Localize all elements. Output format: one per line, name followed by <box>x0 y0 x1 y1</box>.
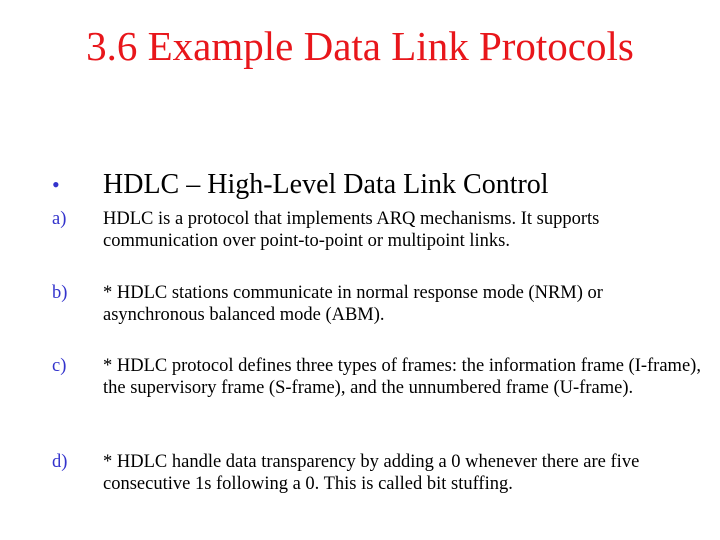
item-marker: c) <box>52 356 67 376</box>
item-text: * HDLC handle data transparency by adding a 0 whenever there are five consecutive 1s following a 0. This is called bit stuffing. <box>103 452 640 494</box>
item-text: HDLC is a protocol that implements ARQ mechanisms. It supports communication over point-to-point or multipoint links. <box>103 209 600 251</box>
item-text: * HDLC protocol defines three types of frames: the information frame (I-frame), the supervisory frame (S-frame), and the unnumbered frame (U-frame). <box>103 356 701 398</box>
item-marker: b) <box>52 283 68 303</box>
item-marker: d) <box>52 452 68 472</box>
item-text: * HDLC stations communicate in normal response mode (NRM) or asynchronous balanced mode (ABM). <box>103 283 603 325</box>
bullet-heading: HDLC – High-Level Data Link Control <box>103 169 549 200</box>
slide-title: 3.6 Example Data Link Protocols <box>86 23 634 69</box>
item-marker: a) <box>52 209 67 229</box>
bullet-icon: • <box>52 172 60 197</box>
